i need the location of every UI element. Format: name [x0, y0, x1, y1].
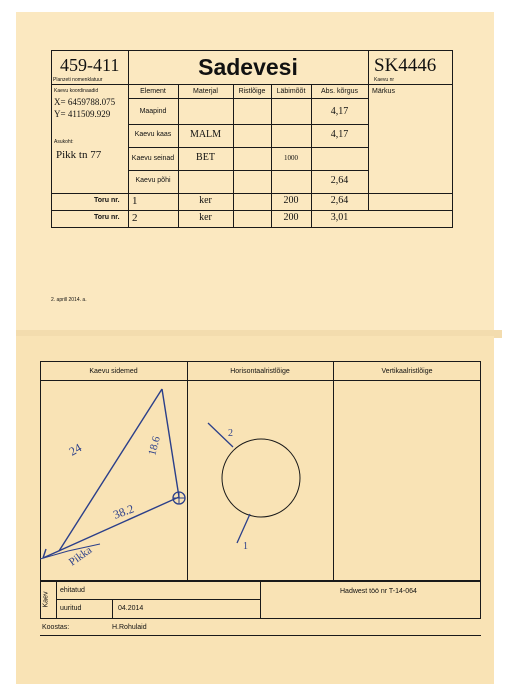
location-label: Asukoht:: [54, 139, 74, 145]
col-header-element: Element: [140, 88, 166, 95]
pipe-label: Toru nr.: [94, 214, 120, 221]
col-vertical: Vertikaalristlõige: [381, 368, 433, 375]
distance-label: 38.2: [111, 501, 136, 522]
street-label: Pikka: [66, 544, 95, 569]
row-height: 4,17: [330, 129, 349, 140]
pipe-number: 2: [132, 212, 138, 224]
col-header-height: Abs. kõrgus: [321, 88, 358, 95]
map-sheet-number: 459-411: [60, 55, 120, 75]
col-header-material: Materjal: [193, 88, 218, 95]
pipe-diameter: 200: [283, 212, 299, 223]
pipe-arrow: [237, 514, 250, 543]
coord-y: Y= 411509.929: [54, 109, 111, 119]
row-element: Maapind: [139, 108, 167, 115]
row-diameter: 1000: [284, 154, 298, 162]
date-note: 2. aprill 2014. a.: [51, 297, 87, 303]
distance-label: 18.6: [146, 435, 163, 457]
row-element: Kaevu kaas: [134, 131, 172, 138]
well-number-label: Kaevu nr: [374, 77, 395, 83]
pipe-marker: 1: [243, 541, 248, 552]
location-value: Pikk tn 77: [56, 149, 102, 161]
page-title: Sadevesi: [198, 54, 298, 80]
well-section-circle: [222, 439, 300, 517]
pipe-height: 3,01: [330, 212, 349, 223]
row-element: Kaevu põhi: [135, 177, 171, 184]
row-height: 4,17: [330, 106, 349, 117]
work-reference: Hadwest töö nr T-14-064: [340, 588, 417, 595]
row-material: BET: [196, 152, 215, 163]
pipe-material: ker: [199, 212, 212, 223]
col-header-notes: Märkus: [372, 88, 395, 95]
row-element: Kaevu seinad: [131, 155, 175, 162]
author-label: Koostas:: [42, 624, 70, 631]
col-header-diameter: Läbimõõt: [276, 88, 306, 95]
author-name: H.Rohulaid: [112, 624, 147, 631]
row-height: 2,64: [330, 175, 349, 186]
well-links-sketch: [40, 381, 187, 580]
col-header-cross-section: Ristlõige: [238, 88, 266, 95]
sketch-lines: [59, 389, 162, 551]
well-number: SK4446: [374, 55, 437, 76]
col-links: Kaevu sidemed: [89, 368, 138, 375]
horizontal-section-sketch: [188, 381, 332, 580]
pipe-material: ker: [199, 195, 212, 206]
pipe-marker: 2: [228, 428, 233, 439]
coord-x: X= 6459788.075: [54, 97, 116, 107]
col-horizontal: Horisontaalristlõige: [230, 368, 290, 375]
pipe-diameter: 200: [283, 195, 299, 206]
side-label: Kaev: [42, 591, 50, 608]
distance-label: 24: [66, 440, 84, 459]
row-material: MALM: [189, 129, 222, 140]
coords-label: Kaevu koordinaadid: [54, 88, 99, 94]
sketch-lines: [43, 389, 179, 558]
updated-label: uuritud: [60, 605, 82, 612]
updated-value: 04.2014: [118, 605, 144, 612]
pipe-label: Toru nr.: [94, 197, 120, 204]
built-label: ehitatud: [60, 587, 85, 594]
map-sheet-label: Planzeti nomenklatuur: [53, 77, 103, 83]
pipe-number: 1: [132, 195, 138, 207]
pipe-height: 2,64: [330, 195, 349, 206]
